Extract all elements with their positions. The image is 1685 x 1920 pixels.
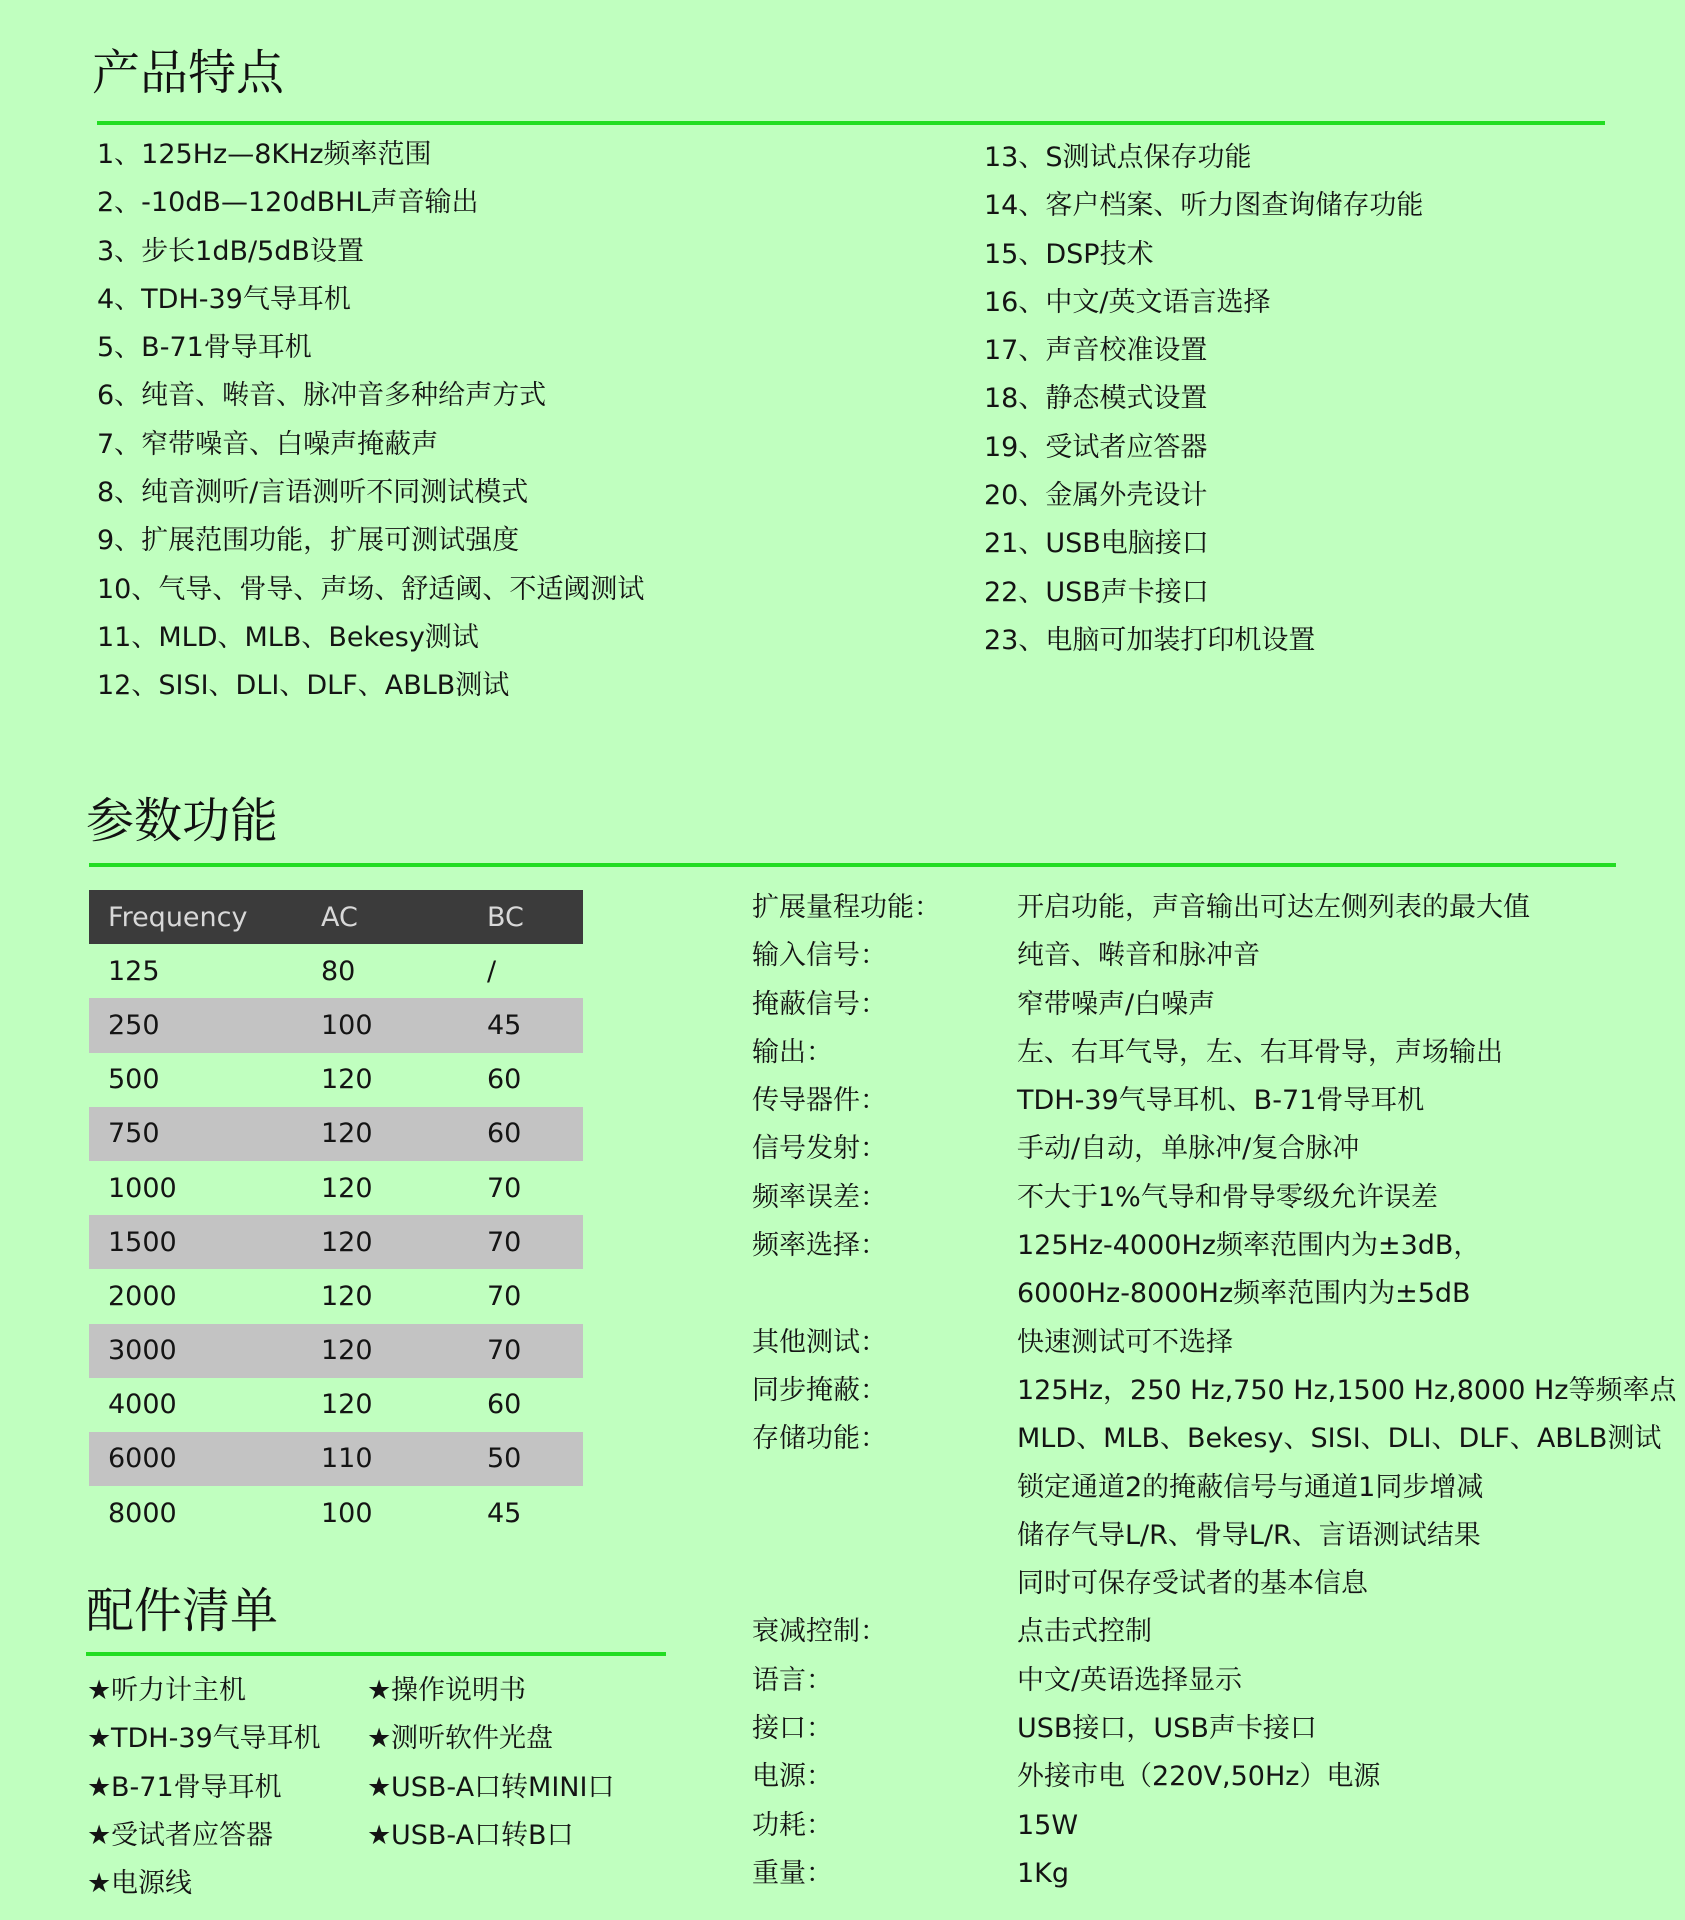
spec-row [752,1319,1676,1367]
feature-item: 5、B-71骨导耳机 [97,332,312,364]
cell-ac: 120 [321,1280,373,1312]
cell-ac: 120 [321,1107,487,1161]
cell-bc: 70 [487,1280,522,1312]
params-title: 参数功能 [86,793,279,849]
table-row [89,1432,583,1486]
spec-value: 手动/自动，单脉冲/复合脉冲 [1017,1133,1360,1165]
spec-label: 频率误差： [752,1181,887,1213]
cell-frequency: 4000 [108,1389,177,1421]
features-title: 产品特点 [92,45,285,101]
spec-label: 电源： [752,1761,833,1793]
accessory-label: B-71骨导耳机 [111,1771,282,1803]
cell-bc: 70 [487,1172,522,1204]
cell-bc: 60 [487,1064,522,1096]
frequency-table-body [89,944,583,1540]
table-row [89,1107,583,1161]
spec-values [1017,1222,1480,1319]
table-row [89,1486,583,1540]
spec-row [752,884,1676,932]
spec-row [752,981,1676,1029]
cell-bc: 50 [487,1432,583,1486]
spec-values [1017,981,1215,1029]
spec-values [1017,1319,1233,1367]
table-row [89,944,583,998]
spec-values [1017,1415,1661,1608]
spec-values [1017,1608,1152,1656]
spec-row [752,1222,1676,1319]
star-icon: ★ [367,1723,392,1755]
cell-frequency: 1500 [89,1215,321,1269]
spec-value: 15W [1017,1809,1079,1841]
accessory-label: 听力计主机 [111,1675,246,1706]
cell-bc: 45 [487,998,583,1052]
star-icon: ★ [87,1771,112,1803]
cell-ac: 100 [321,998,487,1052]
feature-item: 23、电脑可加装打印机设置 [984,624,1316,656]
spec-row [752,1174,1676,1222]
table-row [89,1378,583,1432]
spec-row [752,1608,1676,1656]
feature-item: 16、中文/英文语言选择 [984,286,1271,318]
feature-item: 22、USB声卡接口 [984,576,1209,608]
feature-item: 2、-10dB—120dBHL声音输出 [97,187,479,219]
cell-ac: 110 [321,1432,487,1486]
accessory-label: 操作说明书 [391,1675,526,1706]
feature-item: 11、MLD、MLB、Bekesy测试 [97,621,479,653]
spec-value: 125Hz，250 Hz,750 Hz,1500 Hz,8000 Hz等频率点 [1017,1374,1677,1406]
spec-value: 锁定通道2的掩蔽信号与通道1同步增减 [1017,1471,1484,1503]
feature-item: 4、TDH-39气导耳机 [97,283,351,315]
spec-row [752,1753,1676,1801]
params-divider [89,863,1616,867]
spec-value: 纯音、啭音和脉冲音 [1017,940,1260,972]
spec-value: 1Kg [1017,1857,1070,1889]
cell-frequency: 6000 [89,1432,321,1486]
spec-label: 同步掩蔽： [752,1374,887,1406]
cell-ac: 80 [321,955,356,987]
spec-values [1017,1753,1380,1801]
table-header-row [89,890,583,944]
feature-item: 17、声音校准设置 [984,335,1208,367]
spec-values [1017,1174,1438,1222]
cell-frequency: 750 [89,1107,321,1161]
spec-value: 窄带噪声/白噪声 [1017,988,1216,1020]
cell-bc: / [487,955,497,987]
accessories-divider [86,1652,666,1656]
accessory-item [87,1812,367,1860]
spec-label: 传导器件： [752,1085,887,1117]
cell-bc: 60 [487,1389,522,1421]
spec-label: 输出： [752,1036,833,1068]
feature-item: 19、受试者应答器 [984,431,1208,463]
spec-row [752,1029,1676,1077]
feature-item: 6、纯音、啭音、脉冲音多种给声方式 [97,380,547,412]
feature-item: 10、气导、骨导、声场、舒适阈、不适阈测试 [97,573,645,605]
spec-values [1017,1705,1317,1753]
spec-value: 开启功能，声音输出可达左侧列表的最大值 [1017,892,1530,923]
spec-label: 语言： [752,1664,833,1696]
spec-row [752,1367,1676,1415]
cell-ac: 100 [321,1497,373,1529]
feature-item: 12、SISI、DLI、DLF、ABLB测试 [97,670,510,702]
cell-frequency: 500 [108,1064,160,1096]
spec-value: 不大于1%气导和骨导零级允许误差 [1017,1181,1438,1213]
spec-row [752,1657,1676,1705]
table-row [89,1161,583,1215]
table-row [89,1053,583,1107]
spec-label: 衰减控制： [752,1616,887,1648]
spec-label: 接口： [752,1713,833,1745]
spec-values [1017,1850,1069,1898]
accessory-item [87,1764,367,1812]
cell-ac: 120 [321,1064,373,1096]
cell-bc: 60 [487,1107,583,1161]
accessory-label: USB-A口转MINI口 [391,1771,615,1803]
spec-label: 存储功能： [752,1423,887,1455]
star-icon: ★ [367,1819,392,1851]
spec-value: 125Hz-4000Hz频率范围内为±3dB， [1017,1230,1481,1262]
accessory-item [367,1812,667,1860]
spec-value: 快速测试可不选择 [1017,1326,1233,1358]
features-divider [97,121,1605,125]
spec-value: 左、右耳气导，左、右耳骨导，声场输出 [1017,1036,1503,1068]
spec-value: MLD、MLB、Bekesy、SISI、DLI、DLF、ABLB测试 [1017,1423,1662,1455]
accessory-label: 电源线 [111,1868,192,1900]
spec-label: 重量： [752,1857,833,1889]
features-list-left [97,131,644,711]
spec-row [752,1802,1676,1850]
cell-bc: 45 [487,1497,522,1529]
star-icon: ★ [87,1675,112,1706]
accessory-item [367,1715,667,1763]
features-list-right [984,134,1423,665]
spec-value: USB接口，USB声卡接口 [1017,1713,1317,1745]
accessory-label: 受试者应答器 [111,1819,273,1851]
feature-item: 13、S测试点保存功能 [984,142,1252,173]
cell-bc: 70 [487,1215,583,1269]
spec-values [1017,884,1530,932]
feature-item: 15、DSP技术 [984,238,1154,270]
spec-label: 其他测试： [752,1326,887,1358]
accessories-title: 配件清单 [86,1583,279,1639]
spec-value: 同时可保存受试者的基本信息 [1017,1568,1368,1600]
spec-row [752,1125,1676,1173]
spec-values [1017,1657,1242,1705]
frequency-table [89,890,583,1540]
cell-frequency: 250 [89,998,321,1052]
spec-values [1017,1125,1359,1173]
spec-row [752,932,1676,980]
feature-item: 7、窄带噪音、白噪声掩蔽声 [97,428,439,460]
spec-row [752,1850,1676,1898]
spec-value: TDH-39气导耳机、B-71骨导耳机 [1017,1085,1425,1117]
star-icon: ★ [367,1771,392,1803]
cell-frequency: 2000 [108,1280,177,1312]
spec-values [1017,1029,1503,1077]
spec-row [752,1077,1676,1125]
accessory-item [367,1667,667,1715]
header-ac: AC [321,890,487,944]
accessory-label: USB-A口转B口 [391,1819,574,1851]
table-row [89,1324,583,1378]
spec-values [1017,1367,1676,1415]
feature-item: 3、步长1dB/5dB设置 [97,235,364,267]
spec-value: 点击式控制 [1017,1616,1152,1648]
feature-item: 1、125Hz—8KHz频率范围 [97,139,432,170]
feature-item: 8、纯音测听/言语测听不同测试模式 [97,477,529,509]
accessories-list [87,1667,667,1908]
feature-item: 14、客户档案、听力图查询储存功能 [984,190,1424,222]
cell-ac: 120 [321,1215,487,1269]
feature-item: 18、静态模式设置 [984,383,1208,415]
accessory-item [87,1715,367,1763]
cell-ac: 120 [321,1389,373,1421]
spec-value: 6000Hz-8000Hz频率范围内为±5dB [1017,1278,1471,1310]
header-bc: BC [487,890,583,944]
header-frequency: Frequency [89,890,321,944]
accessory-item [87,1860,367,1908]
star-icon: ★ [87,1819,112,1851]
spec-value: 外接市电（220V,50Hz）电源 [1017,1761,1381,1793]
cell-frequency: 1000 [108,1172,177,1204]
spec-label: 掩蔽信号： [752,988,887,1020]
accessory-label: TDH-39气导耳机 [111,1723,321,1755]
feature-item: 20、金属外壳设计 [984,480,1208,512]
feature-item: 9、扩展范围功能，扩展可测试强度 [97,525,520,557]
spec-value: 储存气导L/R、骨导L/R、言语测试结果 [1017,1519,1481,1551]
spec-list [752,884,1676,1898]
spec-value: 中文/英语选择显示 [1017,1664,1243,1696]
accessory-item [367,1764,667,1812]
cell-frequency: 8000 [108,1497,177,1529]
spec-row [752,1415,1676,1608]
spec-values [1017,1802,1078,1850]
table-row [89,1215,583,1269]
cell-ac: 120 [321,1172,373,1204]
spec-label: 输入信号： [752,940,887,972]
spec-values [1017,932,1260,980]
star-icon: ★ [367,1675,392,1706]
accessory-label: 测听软件光盘 [391,1723,553,1755]
cell-frequency: 125 [108,955,160,987]
accessory-item [87,1667,367,1715]
cell-frequency: 3000 [89,1324,321,1378]
spec-values [1017,1077,1424,1125]
spec-label: 信号发射： [752,1133,887,1165]
cell-ac: 120 [321,1324,487,1378]
spec-label: 扩展量程功能： [752,892,941,923]
table-row [89,1269,583,1323]
spec-label: 功耗： [752,1809,833,1841]
table-row [89,998,583,1052]
spec-row [752,1705,1676,1753]
star-icon: ★ [87,1723,112,1755]
star-icon: ★ [87,1868,112,1900]
spec-label: 频率选择： [752,1230,887,1262]
feature-item: 21、USB电脑接口 [984,528,1209,560]
cell-bc: 70 [487,1324,583,1378]
